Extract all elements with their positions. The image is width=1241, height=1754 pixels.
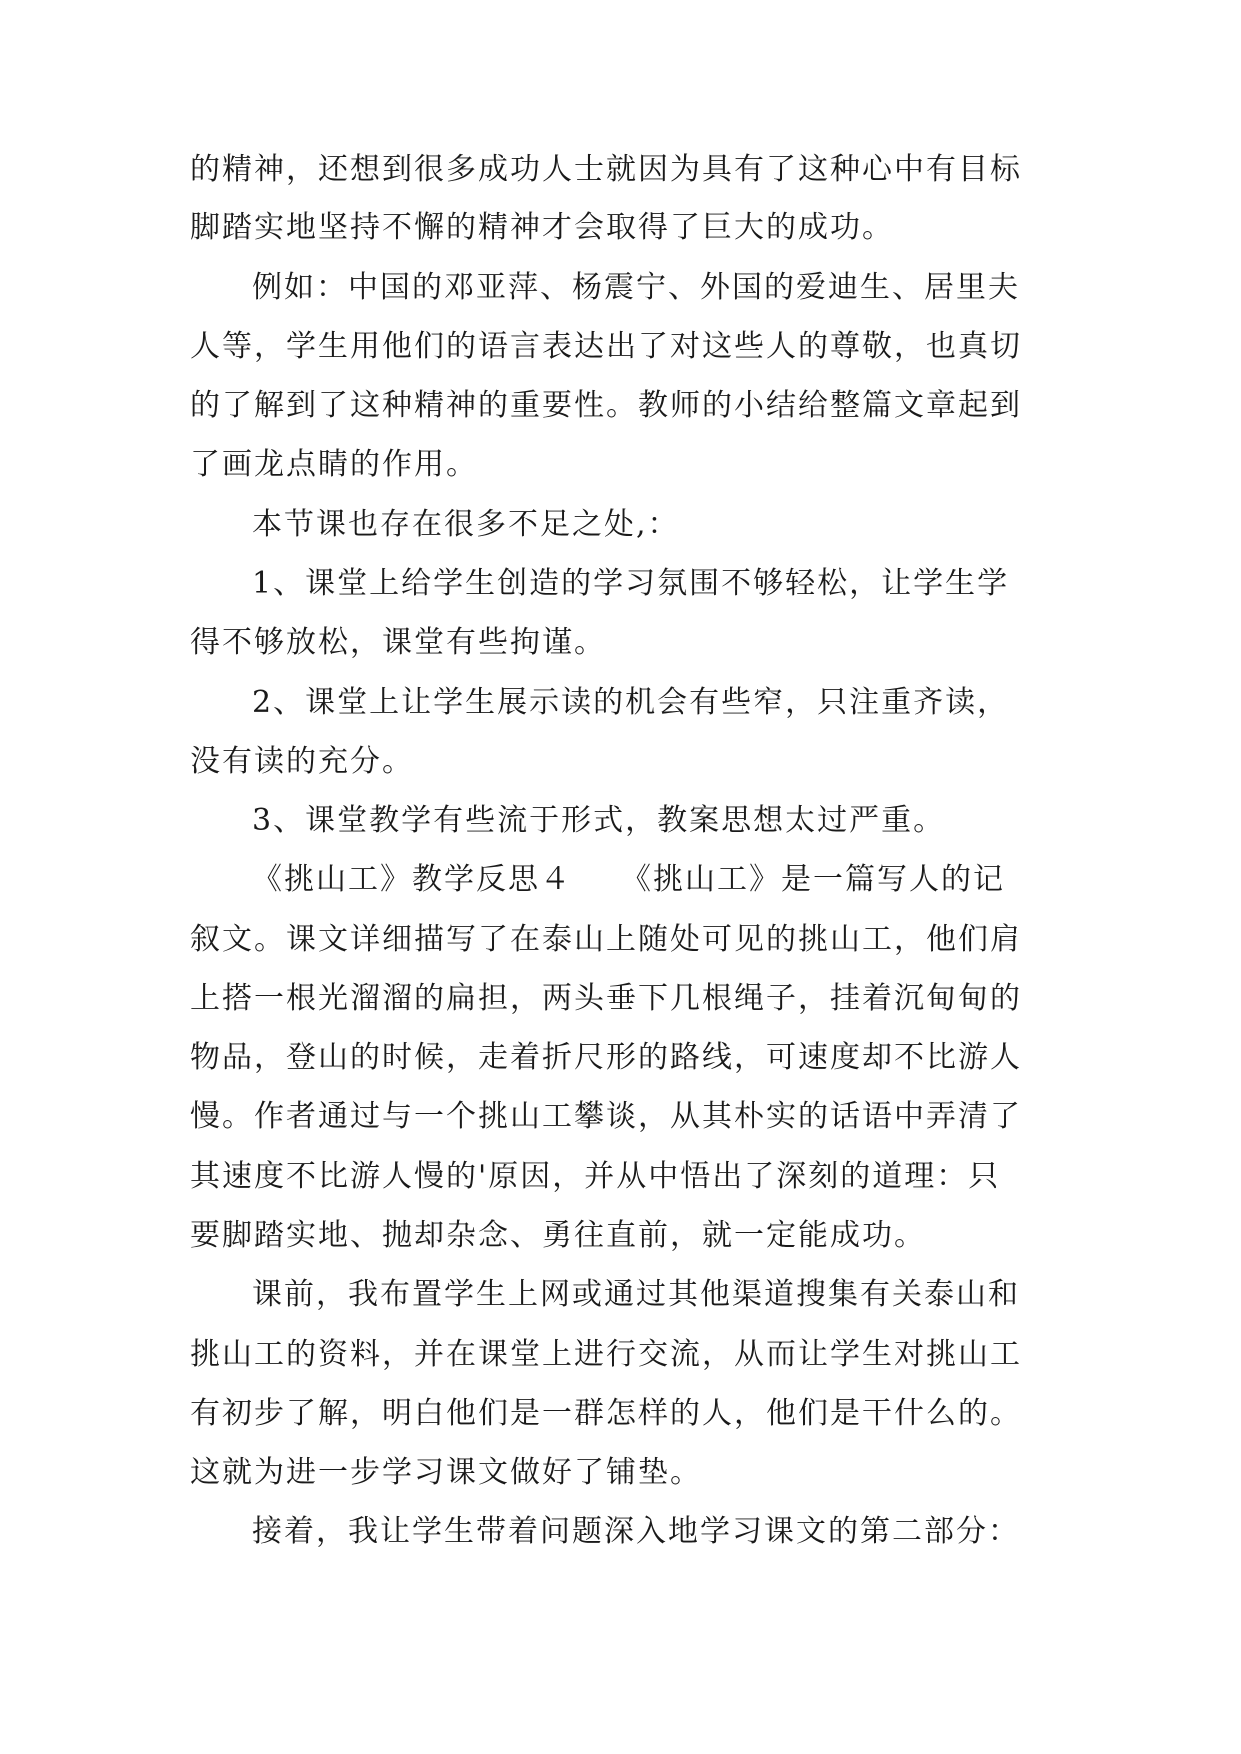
text-line: 例如：中国的邓亚萍、杨震宁、外国的爱迪生、居里夫	[252, 270, 1020, 305]
text-line: 接着，我让学生带着问题深入地学习课文的第二部分：	[252, 1514, 1020, 1549]
text-line: 慢。作者通过与一个挑山工攀谈，从其朴实的话语中弄清了	[190, 1099, 1022, 1134]
text-line: 本节课也存在很多不足之处,：	[252, 507, 680, 542]
text-line: 没有读的充分。	[190, 744, 414, 779]
text-line: 3、课堂教学有些流于形式，教案思想太过严重。	[252, 803, 946, 838]
text-line: 人等，学生用他们的语言表达出了对这些人的尊敬，也真切	[190, 329, 1022, 364]
text-line: 上搭一根光溜溜的扁担，两头垂下几根绳子，挂着沉甸甸的	[190, 981, 1022, 1016]
text-line: 其速度不比游人慢的'原因，并从中悟出了深刻的道理：只	[190, 1159, 1001, 1194]
text-line: 有初步了解，明白他们是一群怎样的人，他们是干什么的。	[190, 1396, 1022, 1431]
text-line: 挑山工的资料，并在课堂上进行交流，从而让学生对挑山工	[190, 1337, 1022, 1372]
text-line: 物品，登山的时候，走着折尺形的路线，可速度却不比游人	[190, 1040, 1022, 1075]
text-line: 要脚踏实地、抛却杂念、勇往直前，就一定能成功。	[190, 1218, 926, 1253]
text-line: 叙文。课文详细描写了在泰山上随处可见的挑山工，他们肩	[190, 922, 1022, 957]
text-line: 《挑山工》教学反思４ 《挑山工》是一篇写人的记	[252, 862, 1005, 897]
text-line: 2、课堂上让学生展示读的机会有些窄，只注重齐读，	[252, 685, 1010, 720]
text-line: 脚踏实地坚持不懈的精神才会取得了巨大的成功。	[190, 210, 894, 245]
text-line: 的精神，还想到很多成功人士就因为具有了这种心中有目标	[190, 152, 1022, 187]
text-line: 这就为进一步学习课文做好了铺垫。	[190, 1455, 702, 1490]
text-line: 的了解到了这种精神的重要性。教师的小结给整篇文章起到	[190, 388, 1022, 423]
text-line: 得不够放松，课堂有些拘谨。	[190, 625, 606, 660]
text-line: 了画龙点睛的作用。	[190, 447, 478, 482]
text-line: 课前，我布置学生上网或通过其他渠道搜集有关泰山和	[252, 1277, 1020, 1312]
text-line: 1、课堂上给学生创造的学习氛围不够轻松，让学生学	[252, 566, 1010, 601]
